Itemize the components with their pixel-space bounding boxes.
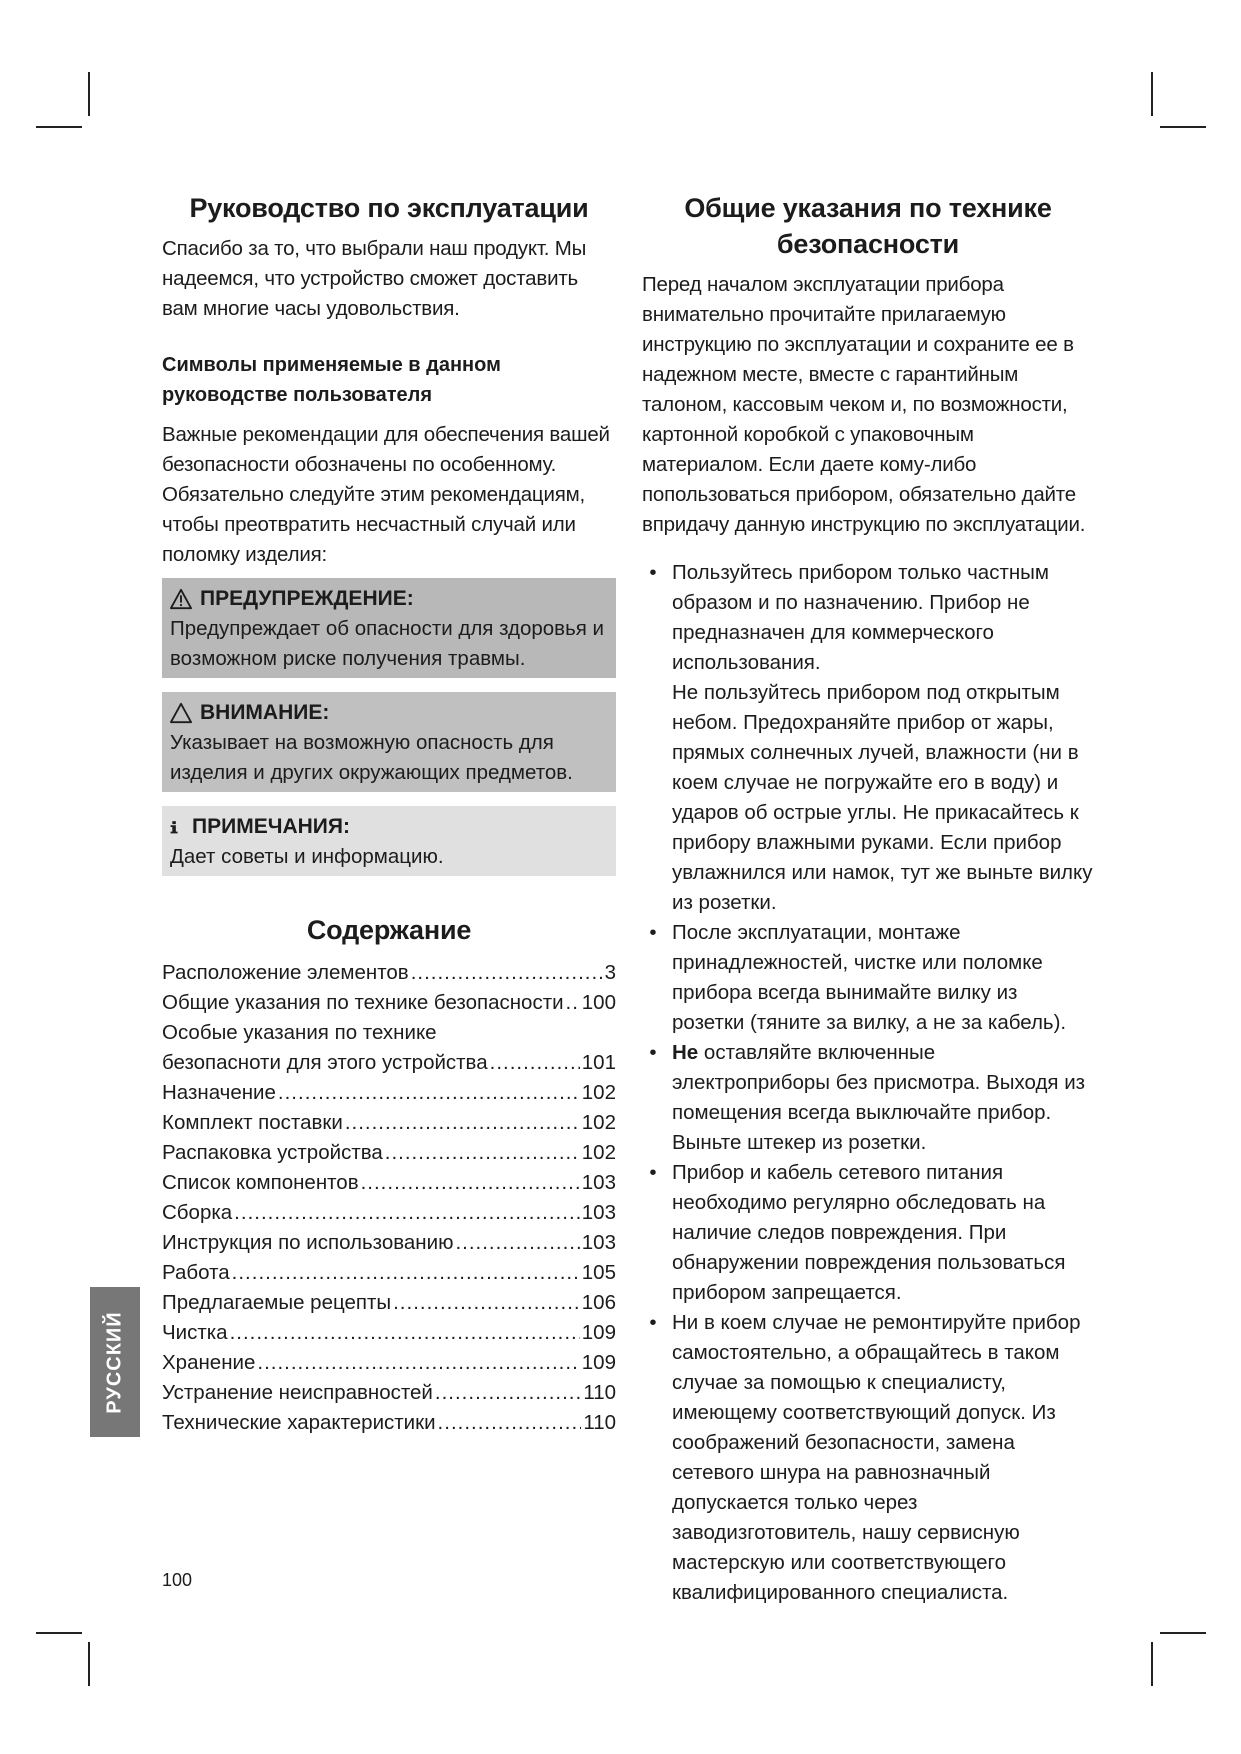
info-icon bbox=[170, 816, 184, 838]
toc-entry[interactable]: Устранение неисправностей ..... 110 bbox=[162, 1378, 616, 1408]
list-item: • После эксплуатации, монтаже принадлежностей, чистке или поломке прибора всегда вынимайте вилку из розетки (тяните за вилку, а не за кабель). bbox=[649, 921, 1067, 1034]
crop-mark bbox=[1160, 1632, 1206, 1634]
crop-mark bbox=[36, 1632, 82, 1634]
toc-entry[interactable]: безопасноти для этого устройства ..... 101 bbox=[162, 1048, 616, 1078]
list-item-continuation: Не пользуйтесь прибором под открытым небом. Предохраняйте прибор от жары, прямых солнечных лучей, влажности (ни в коем случае не погружайте его в воду) и ударов об острые углы. Не прикасайтесь к прибору влажными руками. Если прибор увлажнился или намок, тут же выньте вилку из розетки. bbox=[672, 681, 1093, 914]
crop-mark bbox=[1151, 1642, 1153, 1686]
toc-entry[interactable]: Чистка ..... 109 bbox=[162, 1318, 616, 1348]
crop-mark bbox=[1151, 72, 1153, 116]
toc-entry[interactable]: Хранение ..... 109 bbox=[162, 1348, 616, 1378]
toc-entry[interactable]: Расположение элементов ..... 3 bbox=[162, 958, 616, 988]
toc-entry[interactable]: Общие указания по технике безопасности ..... 100 bbox=[162, 988, 616, 1018]
left-column bbox=[162, 190, 616, 1438]
safety-title-line2: безопасности bbox=[776, 229, 960, 259]
warning-box bbox=[162, 578, 616, 678]
warning-triangle-icon bbox=[170, 588, 192, 610]
list-item: • Пользуйтесь прибором только частным образом и по назначению. Прибор не предназначен для коммерческого использования. Не пользуйтесь прибором под открытым небом. Предохраняйте прибор от жары, прямых солнечных лучей, влажности (ни в коем случае не погружайте его в воду) и ударов об острые углы. Не прикасайтесь к прибору влажными руками. Если прибор увлажнился или намок, тут же выньте вилку из розетки. bbox=[649, 561, 1093, 914]
list-item: • Прибор и кабель сетевого питания необходимо регулярно обследовать на наличие следов повреждения. При обнаружении повреждения пользоваться прибором запрещается. bbox=[649, 1161, 1066, 1304]
toc-entry[interactable]: Комплект поставки ..... 102 bbox=[162, 1108, 616, 1138]
bold-word: Не bbox=[672, 1041, 699, 1064]
note-title: ПРИМЕЧАНИЯ: bbox=[192, 815, 350, 838]
page-number: 100 bbox=[162, 1570, 193, 1590]
crop-mark bbox=[88, 1642, 90, 1686]
warning-text: Предупреждает об опасности для здоровья и возможном риске получения травмы. bbox=[170, 617, 605, 670]
language-tab bbox=[90, 1287, 140, 1437]
toc-entry[interactable]: Сборка ..... 103 bbox=[162, 1198, 616, 1228]
toc-entry[interactable]: Предлагаемые рецепты ..... 106 bbox=[162, 1288, 616, 1318]
toc-entry[interactable]: Работа ..... 105 bbox=[162, 1258, 616, 1288]
list-item: • Ни в коем случае не ремонтируйте прибор самостоятельно, а обращайтесь в таком случае за помощью к специалисту, имеющему соответствующий допуск. Из соображений безопасности, замена сетевого шнура на равнозначный допускается только через заводизготовитель, нашу сервисную мастерскую или соответствующего квалифицированного специалиста. bbox=[649, 1311, 1081, 1604]
safety-list bbox=[642, 558, 1094, 1608]
safety-title-line1: Общие указания по технике bbox=[684, 193, 1052, 223]
note-text: Дает советы и информацию. bbox=[170, 845, 444, 868]
caution-box bbox=[162, 692, 616, 792]
manual-title: Руководство по эксплуатации bbox=[189, 193, 589, 223]
toc-entry[interactable]: Инструкция по использованию ..... 103 bbox=[162, 1228, 616, 1258]
warning-title: ПРЕДУПРЕЖДЕНИЕ: bbox=[200, 587, 414, 610]
note-box bbox=[162, 806, 616, 876]
caution-triangle-icon bbox=[170, 702, 192, 724]
toc-entry[interactable]: Распаковка устройства ..... 102 bbox=[162, 1138, 616, 1168]
crop-mark bbox=[36, 126, 82, 128]
contents-title: Содержание bbox=[306, 915, 472, 945]
list-item: • Не оставляйте включенные электроприборы без присмотра. Выходя из помещения всегда выключайте прибор. Выньте штекер из розетки. bbox=[649, 1041, 1086, 1154]
toc-entry[interactable]: Особые указания по технике bbox=[162, 1021, 437, 1044]
language-tab-label: РУССКИЙ bbox=[103, 1310, 126, 1414]
toc-entry[interactable]: Технические характеристики ..... 110 bbox=[162, 1408, 616, 1438]
toc-entry[interactable]: Список компонентов ..... 103 bbox=[162, 1168, 616, 1198]
intro-text: Спасибо за то, что выбрали наш продукт. Мы надеемся, что устройство сможет доставить вам многие часы удовольствия. bbox=[162, 237, 587, 320]
crop-mark bbox=[1160, 126, 1206, 128]
symbols-text: Важные рекомендации для обеспечения вашей безопасности обозначены по особенному. Обязательно следуйте этим рекомендациям, чтобы преотвратить несчастный случай или поломку изделия: bbox=[162, 423, 610, 566]
caution-text: Указывает на возможную опасность для изделия и других окружающих предметов. bbox=[170, 731, 573, 784]
symbols-heading: Символы применяемые в данном руководстве пользователя bbox=[162, 354, 501, 406]
caution-title: ВНИМАНИЕ: bbox=[200, 701, 330, 724]
crop-mark bbox=[88, 72, 90, 116]
safety-intro: Перед началом эксплуатации прибора внимательно прочитайте прилагаемую инструкцию по эксплуатации и сохраните ее в надежном месте, вместе с гарантийным талоном, кассовым чеком и, по возможности, картонной коробкой с упаковочным материалом. Если даете кому-либо попользоваться прибором, обязательно дайте впридачу данную инструкцию по эксплуатации. bbox=[642, 273, 1086, 536]
toc-entry[interactable]: Назначение ..... 102 bbox=[162, 1078, 616, 1108]
table-of-contents bbox=[162, 958, 616, 1438]
right-column bbox=[642, 190, 1094, 1608]
